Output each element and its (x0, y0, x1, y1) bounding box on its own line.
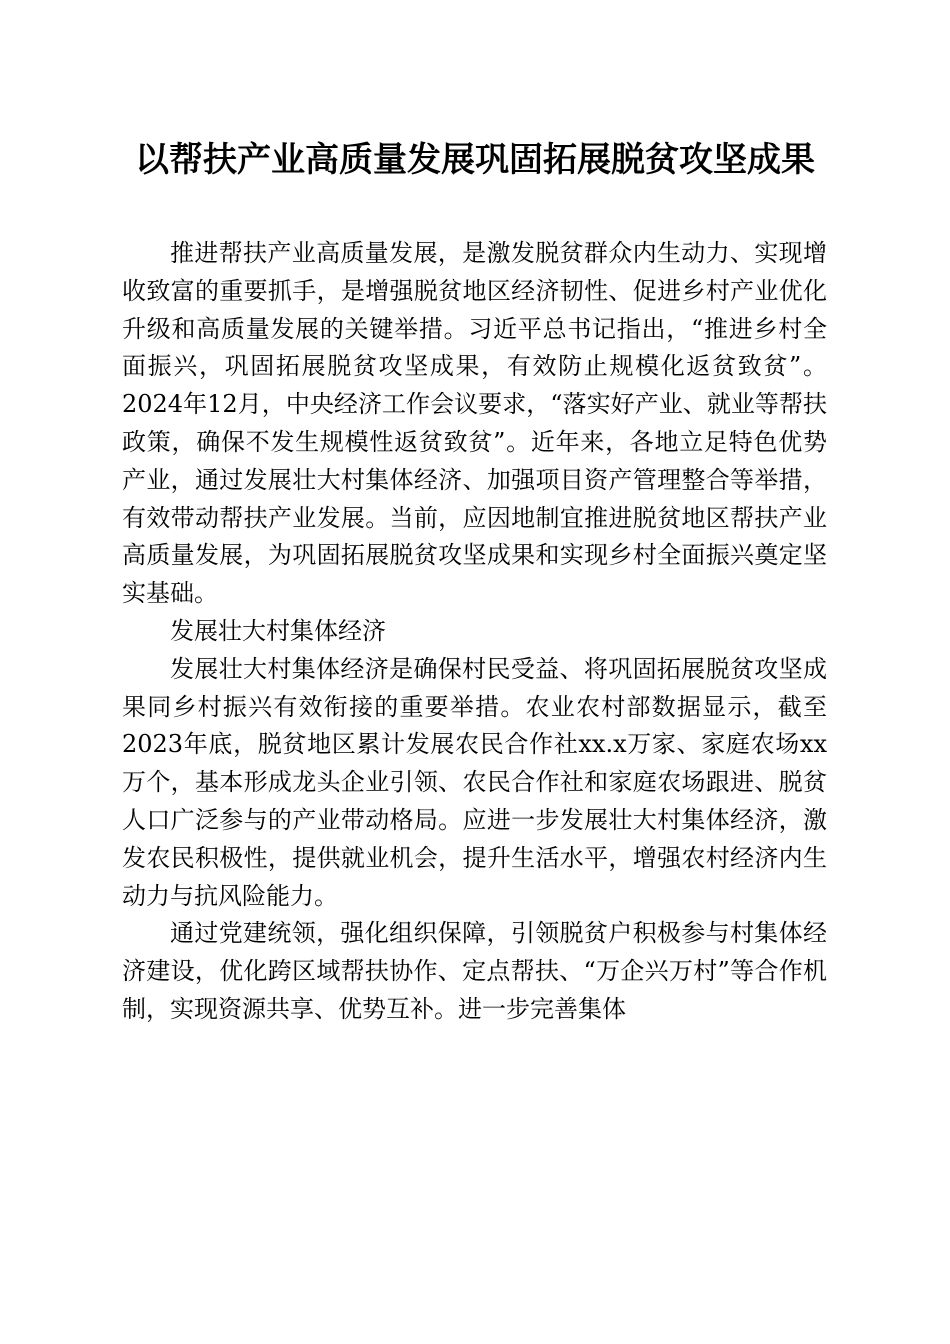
intro-paragraph: 推进帮扶产业高质量发展，是激发脱贫群众内生动力、实现增收致富的重要抓手，是增强脱贫地区经济韧性、促进乡村产业优化升级和高质量发展的关键举措。习近平总书记指出，“推进乡村全面振兴，巩固拓展脱贫攻坚成果，有效防止规模化返贫致贫”。2024年12月，中央经济工作会议要求，“落实好产业、就业等帮扶政策，确保不发生规模性返贫致贫”。近年来，各地立足特色优势产业，通过发展壮大村集体经济、加强项目资产管理整合等举措，有效带动帮扶产业发展。当前，应因地制宜推进脱贫地区帮扶产业高质量发展，为巩固拓展脱贫攻坚成果和实现乡村全面振兴奠定坚实基础。 (122, 239, 827, 608)
section-heading: 发展壮大村集体经济 (170, 616, 386, 645)
document-body (122, 235, 827, 1029)
section-paragraph: 发展壮大村集体经济是确保村民受益、将巩固拓展脱贫攻坚成果同乡村振兴有效衔接的重要举措。农业农村部数据显示，截至2023年底，脱贫地区累计发展农民合作社xx.x万家、家庭农场xx万个，基本形成龙头企业引领、农民合作社和家庭农场跟进、脱贫人口广泛参与的产业带动格局。应进一步发展壮大村集体经济，激发农民积极性，提供就业机会，提升生活水平，增强农村经济内生动力与抗风险能力。 (122, 654, 827, 910)
section-paragraph: 通过党建统领，强化组织保障，引领脱贫户积极参与村集体经济建设，优化跨区域帮扶协作、定点帮扶、“万企兴万村”等合作机制，实现资源共享、优势互补。进一步完善集体 (122, 919, 827, 1023)
document-title: 以帮扶产业高质量发展巩固拓展脱贫攻坚成果 (135, 140, 815, 180)
